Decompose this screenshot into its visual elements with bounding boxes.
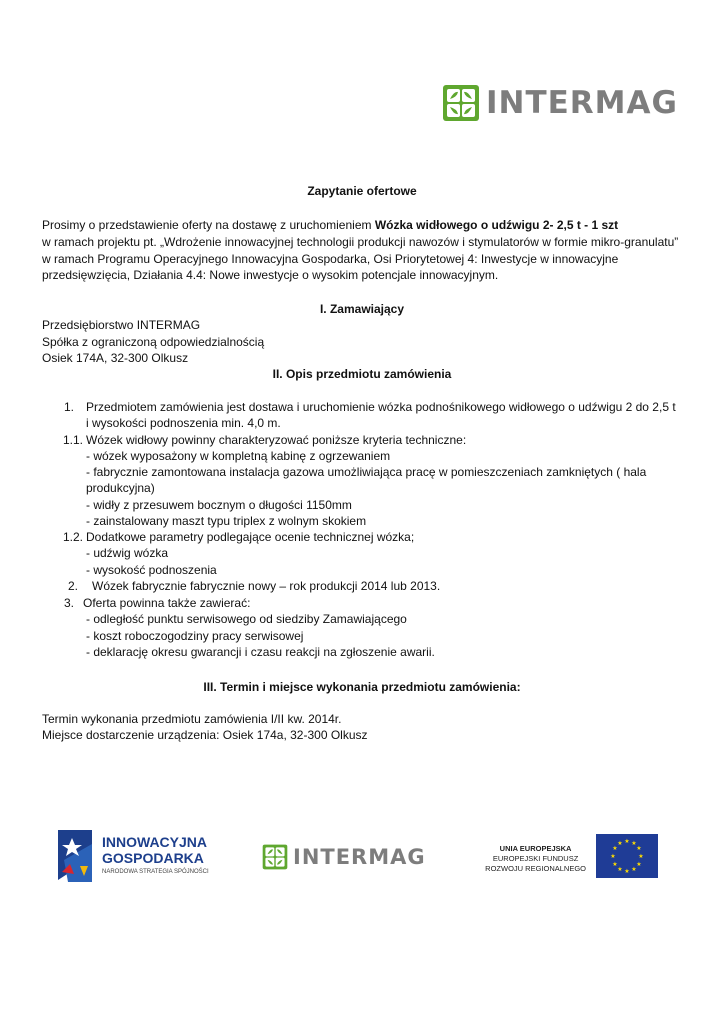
item-1-text-cont: i wysokości podnoszenia min. 4,0 m. (86, 416, 281, 430)
svg-text:★: ★ (612, 845, 618, 852)
item-1-2-sub: - wysokość podnoszenia (86, 563, 217, 577)
svg-text:★: ★ (617, 866, 623, 873)
intro-line-1-text: Prosimy o przedstawienie oferty na dostawę z uruchomieniem (42, 218, 375, 232)
item-3-text: Oferta powinna także zawierać: (83, 596, 251, 610)
svg-text:★: ★ (636, 861, 642, 868)
item-1-1-sub: - wózek wyposażony w kompletną kabinę z ogrzewaniem (86, 449, 391, 463)
intro-line-2: w ramach projektu pt. „Wdrożenie innowacyjnej technologii produkcji nawozów i stymulatorów w formie mikro-granulatu” (42, 235, 679, 249)
header-intermag-wordmark: INTERMAG (486, 85, 678, 121)
ig-title-line-1: INNOWACYJNA (102, 834, 208, 850)
footer-intermag-wordmark: INTERMAG (293, 845, 426, 869)
svg-text:★: ★ (624, 838, 630, 845)
svg-text:★: ★ (638, 853, 644, 860)
item-1-2-sub: - udźwig wózka (86, 546, 169, 560)
section-1-line: Osiek 174A, 32-300 Olkusz (42, 351, 189, 365)
eu-text-line-1: UNIA EUROPEJSKA (499, 844, 572, 853)
item-3-sub: - deklarację okresu gwarancji i czasu reakcji na zgłoszenie awarii. (86, 645, 435, 659)
footer-intermag-logo (262, 844, 426, 870)
item-1-2-number: 1.2. (63, 530, 84, 544)
ig-title-line-2: GOSPODARKA (102, 850, 204, 866)
header-intermag-logo (442, 84, 678, 122)
item-3-sub: - odległość punktu serwisowego od siedziby Zamawiającego (86, 612, 407, 626)
section-1-heading: I. Zamawiający (319, 302, 405, 316)
item-3-number: 3. (64, 596, 75, 610)
item-1-1-sub: - zainstalowany maszt typu triplex z wolnym skokiem (86, 514, 367, 528)
intermag-leaf-icon (262, 844, 288, 870)
innowacyjna-gospodarka-logo (58, 828, 228, 884)
eu-fund-logo (478, 834, 658, 882)
item-1-text: Przedmiotem zamówienia jest dostawa i uruchomienie wózka podnośnikowego widłowego o udźwigu 2 do 2,5 t (86, 400, 676, 414)
section-1-line: Przedsiębiorstwo INTERMAG (42, 318, 201, 332)
section-3-line: Termin wykonania przedmiotu zamówienia I/II kw. 2014r. (42, 712, 342, 726)
item-1-1-number: 1.1. (63, 433, 84, 447)
section-2-heading: II. Opis przedmiotu zamówienia (272, 367, 452, 381)
section-3-line: Miejsce dostarczenie urządzenia: Osiek 174a, 32-300 Olkusz (42, 728, 368, 742)
eu-text-line-3: ROZWOJU REGIONALNEGO (485, 864, 586, 873)
svg-text:★: ★ (610, 853, 616, 860)
item-1-number: 1. (64, 400, 75, 414)
intro-line-4: przedsięwzięcia, Działania 4.4: Nowe inwestycje o wysokim potencjale innowacyjnym. (42, 268, 499, 282)
eu-fund-text (485, 844, 586, 874)
intro-line-1-bold: Wózka widłowego o udźwigu 2- 2,5 t - 1 szt (374, 218, 619, 232)
section-3-heading: III. Termin i miejsce wykonania przedmiotu zamówienia: (203, 680, 521, 694)
intermag-leaf-icon (442, 84, 480, 122)
eu-text-line-2: EUROPEJSKI FUNDUSZ (492, 854, 579, 863)
svg-text:★: ★ (624, 868, 630, 875)
item-1-1-sub: - fabrycznie zamontowana instalacja gazowa umożliwiająca pracę w pomieszczeniach zamkniętych ( hala (86, 465, 647, 479)
svg-text:★: ★ (612, 861, 618, 868)
innowacyjna-gospodarka-emblem-icon (58, 830, 98, 884)
ig-subtitle: NARODOWA STRATEGIA SPÓJNOŚCI (102, 869, 209, 875)
svg-text:★: ★ (636, 845, 642, 852)
svg-text:★: ★ (631, 840, 637, 847)
item-2-number: 2. (68, 579, 79, 593)
item-3-sub: - koszt roboczogodziny pracy serwisowej (86, 629, 304, 643)
eu-flag-icon (596, 834, 658, 878)
svg-text:★: ★ (617, 840, 623, 847)
item-1-1-text: Wózek widłowy powinny charakteryzować poniższe kryteria techniczne: (86, 433, 467, 447)
item-1-1-sub: produkcyjna) (86, 481, 155, 495)
section-1-line: Spółka z ograniczoną odpowiedzialnością (42, 335, 265, 349)
document-title: Zapytanie ofertowe (307, 184, 417, 198)
intro-line-1 (42, 218, 618, 233)
item-1-1-sub: - widły z przesuwem bocznym o długości 1150mm (86, 498, 352, 512)
item-1-2-text: Dodatkowe parametry podlegające ocenie technicznej wózka; (86, 530, 415, 544)
item-2-text: Wózek fabrycznie fabrycznie nowy – rok produkcji 2014 lub 2013. (92, 579, 441, 593)
svg-text:★: ★ (631, 866, 637, 873)
intro-line-3: w ramach Programu Operacyjnego Innowacyjna Gospodarka, Osi Priorytetowej 4: Inwestycje w innowacyjne (42, 252, 619, 266)
